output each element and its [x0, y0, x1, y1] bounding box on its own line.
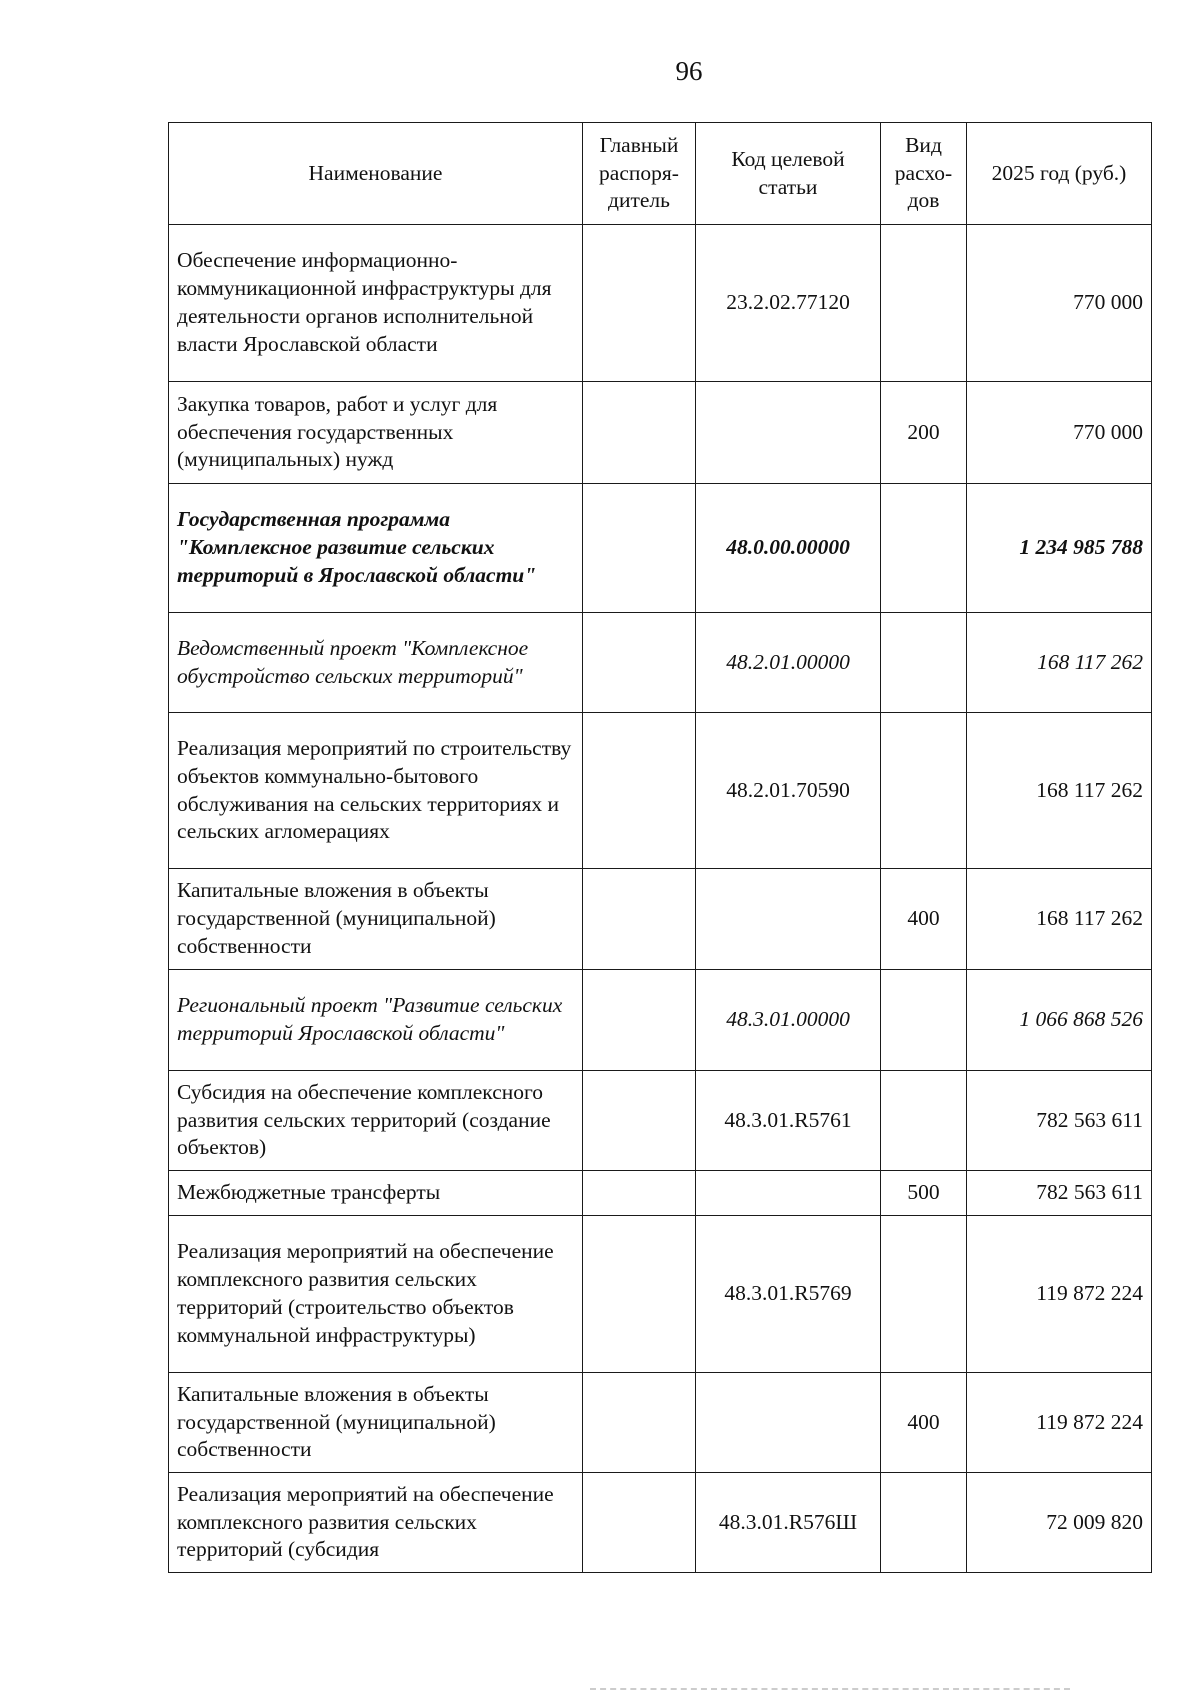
- row-code-cell: 48.2.01.00000: [696, 613, 881, 713]
- header-code: Код целевой статьи: [696, 123, 881, 225]
- row-code-cell: 48.3.01.R576Ш: [696, 1473, 881, 1573]
- row-amount-cell: 782 563 611: [967, 1071, 1152, 1171]
- table-row: [169, 484, 1152, 613]
- table-row: [169, 1171, 1152, 1216]
- row-amount-cell: 168 117 262: [967, 713, 1152, 869]
- row-type-cell: 400: [881, 1373, 967, 1473]
- page-number: 96: [675, 56, 703, 86]
- row-amount-cell: 168 117 262: [967, 869, 1152, 970]
- row-code-cell: [696, 1171, 881, 1216]
- row-manager-cell: [583, 1071, 696, 1171]
- row-amount-cell: 168 117 262: [967, 613, 1152, 713]
- row-type-cell: [881, 1071, 967, 1171]
- table-row: [169, 613, 1152, 713]
- row-name-cell: Ведомственный проект "Комплексное обустройство сельских территорий": [169, 613, 583, 713]
- table-row: [169, 869, 1152, 970]
- row-manager-cell: [583, 713, 696, 869]
- row-amount-cell: 770 000: [967, 225, 1152, 382]
- row-name-cell: Реализация мероприятий на обеспечение комплексного развития сельских территорий (субсидия: [169, 1473, 583, 1573]
- row-name-cell: Региональный проект "Развитие сельских территорий Ярославской области": [169, 970, 583, 1071]
- header-name: Наименование: [169, 123, 583, 225]
- row-type-cell: 400: [881, 869, 967, 970]
- table-row: [169, 382, 1152, 484]
- table-row: [169, 1373, 1152, 1473]
- row-code-cell: 48.2.01.70590: [696, 713, 881, 869]
- table-row: [169, 970, 1152, 1071]
- row-amount-cell: 119 872 224: [967, 1373, 1152, 1473]
- row-name-cell: Государственная программа "Комплексное развитие сельских территорий в Ярославской области": [169, 484, 583, 613]
- table-row: [169, 1071, 1152, 1171]
- row-type-cell: [881, 1216, 967, 1373]
- row-amount-cell: 119 872 224: [967, 1216, 1152, 1373]
- row-type-cell: [881, 613, 967, 713]
- row-amount-cell: 72 009 820: [967, 1473, 1152, 1573]
- row-code-cell: 48.3.01.00000: [696, 970, 881, 1071]
- row-manager-cell: [583, 1171, 696, 1216]
- row-code-cell: 23.2.02.77120: [696, 225, 881, 382]
- row-manager-cell: [583, 613, 696, 713]
- table-body: [169, 225, 1152, 1573]
- table-header-row: [169, 123, 1152, 225]
- row-type-cell: [881, 484, 967, 613]
- budget-table: [168, 122, 1152, 1573]
- row-amount-cell: 782 563 611: [967, 1171, 1152, 1216]
- row-code-cell: [696, 382, 881, 484]
- row-name-cell: Обеспечение информационно-коммуникационной инфраструктуры для деятельности органов исполнительной власти Ярославской области: [169, 225, 583, 382]
- row-manager-cell: [583, 1216, 696, 1373]
- row-name-cell: Закупка товаров, работ и услуг для обеспечения государственных (муниципальных) нужд: [169, 382, 583, 484]
- bleed-through-line: [590, 1688, 1070, 1694]
- row-type-cell: [881, 970, 967, 1071]
- row-amount-cell: 770 000: [967, 382, 1152, 484]
- row-name-cell: Капитальные вложения в объекты государственной (муниципальной) собственности: [169, 1373, 583, 1473]
- row-manager-cell: [583, 970, 696, 1071]
- table-row: [169, 225, 1152, 382]
- row-code-cell: 48.0.00.00000: [696, 484, 881, 613]
- row-manager-cell: [583, 1373, 696, 1473]
- row-type-cell: 200: [881, 382, 967, 484]
- row-manager-cell: [583, 484, 696, 613]
- row-manager-cell: [583, 1473, 696, 1573]
- row-code-cell: [696, 869, 881, 970]
- header-amount: 2025 год (руб.): [967, 123, 1152, 225]
- row-name-cell: Реализация мероприятий по строительству объектов коммунально-бытового обслуживания на сельских территориях и сельских агломерациях: [169, 713, 583, 869]
- row-name-cell: Капитальные вложения в объекты государственной (муниципальной) собственности: [169, 869, 583, 970]
- row-manager-cell: [583, 869, 696, 970]
- row-code-cell: [696, 1373, 881, 1473]
- row-manager-cell: [583, 225, 696, 382]
- row-type-cell: [881, 225, 967, 382]
- header-manager: Главный распоря-дитель: [583, 123, 696, 225]
- row-type-cell: 500: [881, 1171, 967, 1216]
- row-type-cell: [881, 1473, 967, 1573]
- row-amount-cell: 1 234 985 788: [967, 484, 1152, 613]
- table-row: [169, 713, 1152, 869]
- row-name-cell: Межбюджетные трансферты: [169, 1171, 583, 1216]
- row-amount-cell: 1 066 868 526: [967, 970, 1152, 1071]
- header-type: Вид расхо-дов: [881, 123, 967, 225]
- row-name-cell: Субсидия на обеспечение комплексного развития сельских территорий (создание объектов): [169, 1071, 583, 1171]
- table-row: [169, 1216, 1152, 1373]
- row-code-cell: 48.3.01.R5769: [696, 1216, 881, 1373]
- row-type-cell: [881, 713, 967, 869]
- table-row: [169, 1473, 1152, 1573]
- row-manager-cell: [583, 382, 696, 484]
- row-name-cell: Реализация мероприятий на обеспечение комплексного развития сельских территорий (строительство объектов коммунальной инфраструктуры): [169, 1216, 583, 1373]
- row-code-cell: 48.3.01.R5761: [696, 1071, 881, 1171]
